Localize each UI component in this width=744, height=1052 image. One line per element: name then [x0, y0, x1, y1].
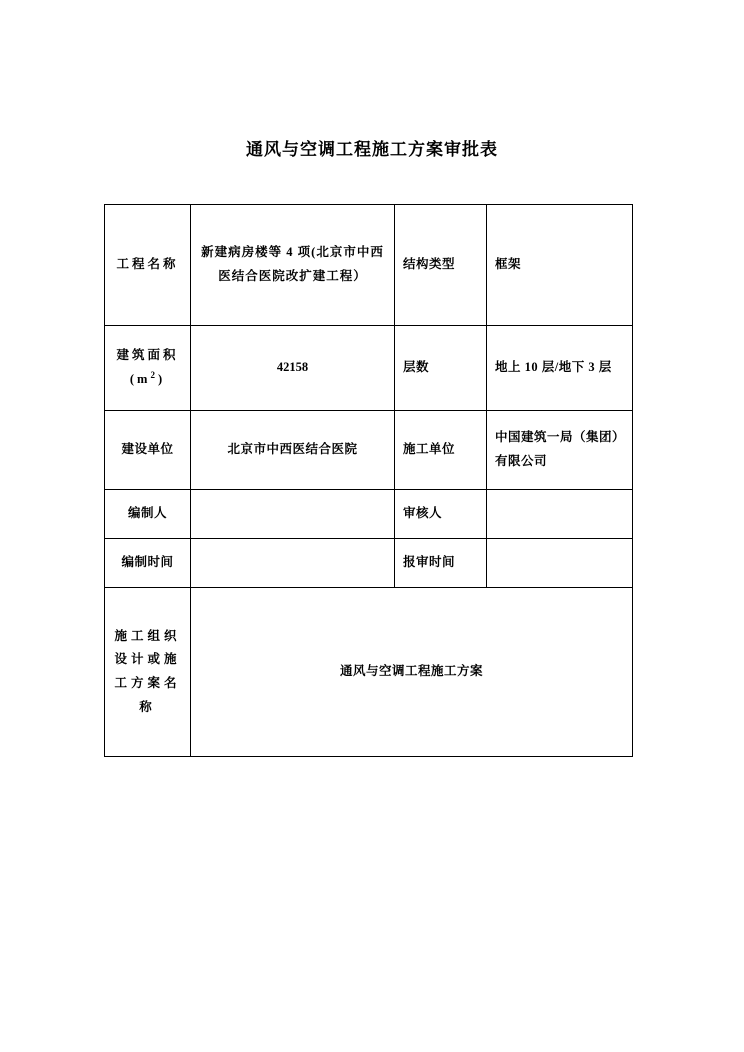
table-row	[105, 205, 633, 326]
label-project-name: 工程名称	[105, 205, 191, 326]
value-construction-owner: 北京市中西医结合医院	[191, 411, 395, 490]
value-plan-name: 通风与空调工程施工方案	[191, 588, 633, 757]
label-building-area-unit: $(m^2)$	[129, 370, 166, 387]
table-row	[105, 539, 633, 588]
label-structure-type: 结构类型	[395, 205, 487, 326]
value-preparation-time[interactable]	[191, 539, 395, 588]
table-row	[105, 490, 633, 539]
value-structure-type: 框架	[487, 205, 633, 326]
value-preparer[interactable]	[191, 490, 395, 539]
value-project-name: 新建病房楼等 4 项(北京市中西医结合医院改扩建工程）	[191, 205, 395, 326]
table-row	[105, 411, 633, 490]
value-reviewer[interactable]	[487, 490, 633, 539]
label-preparer: 编制人	[105, 490, 191, 539]
label-floors: 层数	[395, 326, 487, 411]
page-title: 通风与空调工程施工方案审批表	[246, 140, 498, 159]
label-contractor: 施工单位	[395, 411, 487, 490]
label-construction-owner: 建设单位	[105, 411, 191, 490]
label-building-area-text: 建筑面积	[116, 347, 179, 362]
value-building-area: 42158	[191, 326, 395, 411]
label-reviewer: 审核人	[395, 490, 487, 539]
approval-form-table	[104, 204, 633, 757]
label-submission-time: 报审时间	[395, 539, 487, 588]
label-preparation-time: 编制时间	[105, 539, 191, 588]
table-row	[105, 588, 633, 757]
label-plan-name: 施工组织设计或施工方案名称	[105, 588, 191, 757]
value-floors: 地上 10 层/地下 3 层	[487, 326, 633, 411]
value-contractor: 中国建筑一局（集团）有限公司	[487, 411, 633, 490]
table-row	[105, 326, 633, 411]
label-building-area	[105, 326, 191, 411]
value-submission-time[interactable]	[487, 539, 633, 588]
